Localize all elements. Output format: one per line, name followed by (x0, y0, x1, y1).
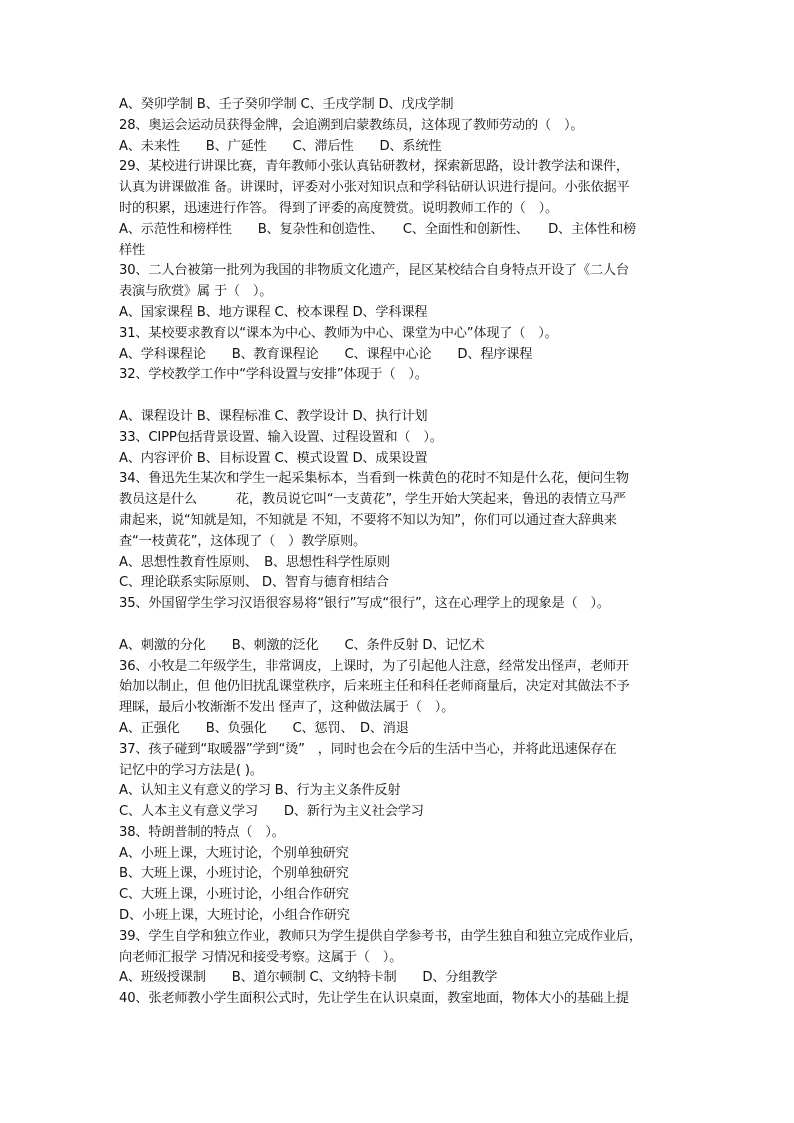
text-line: 32、学校教学工作中“学科设置与安排”体现于（ ）。 (119, 367, 428, 383)
text-line: A、思想性教育性原则、 B、思想性科学性原则 (119, 554, 390, 570)
text-line: 教员这是什么 花，教员说它叫“一支黄花”，学生开始大笑起来，鲁迅的表情立马严 (119, 492, 626, 508)
text-line: A、国家课程 B、地方课程 C、校本课程 D、学科课程 (119, 304, 428, 320)
text-line: A、示范性和榜样性 B、复杂性和创造性、 C、全面性和创新性、 D、主体性和榜 (119, 221, 636, 237)
text-line: C、理论联系实际原则、 D、智育与德育相结合 (119, 575, 389, 591)
text-line: 35、外国留学生学习汉语很容易将“银行”写成“很行”，这在心理学上的现象是（ ）。 (119, 596, 610, 612)
document-page (119, 95, 679, 1010)
text-line: C、大班上课，小班讨论，小组合作研究 (119, 887, 349, 903)
text-line: 向老师汇报学 习情况和接受考察。这属于（ ）。 (119, 949, 403, 965)
text-line: 始加以制止，但 他仍旧扰乱课堂秩序，后来班主任和科任老师商量后，决定对其做法不予 (119, 679, 630, 695)
text-line: 29、某校进行讲课比赛，青年教师小张认真钻研教材，探索新思路，设计教学法和课件， (119, 159, 629, 175)
text-line: A、认知主义有意义的学习 B、行为主义条件反射 (119, 783, 401, 799)
text-line: 40、张老师教小学生面积公式时，先让学生在认识桌面，教室地面，物体大小的基础上提 (119, 991, 629, 1007)
text-line: B、大班上课，小班讨论，个别单独研究 (119, 866, 349, 882)
text-line: 肃起来，说“知就是知，不知就是 不知，不要将不知以为知”，你们可以通过查大辞典来 (119, 512, 617, 528)
text-line: A、班级授课制 B、道尔顿制 C、文纳特卡制 D、分组教学 (119, 970, 498, 986)
text-line: 31、某校要求教育以“课本为中心、教师为中心、课堂为中心”体现了（ ）。 (119, 325, 558, 341)
blank-line (119, 386, 679, 407)
text-line: A、学科课程论 B、教育课程论 C、课程中心论 D、程序课程 (119, 346, 533, 362)
text-line: 查“一枝黄花”，这体现了（ ）教学原则。 (119, 533, 367, 549)
text-line: A、正强化 B、负强化 C、惩罚、 D、消退 (119, 720, 409, 736)
text-line: 37、孩子碰到“取暖器”学到“烫” ，同时也会在今后的生活中当心，并将此迅速保存在 (119, 741, 617, 757)
text-line: 理睬，最后小牧渐渐不发出 怪声了，这种做法属于（ ）。 (119, 700, 455, 716)
text-line: 记忆中的学习方法是( )。 (119, 762, 263, 778)
text-line: A、癸卯学制 B、壬子癸卯学制 C、壬戌学制 D、戊戌学制 (119, 97, 454, 112)
text-line: 认真为讲课做准 备。讲课时，评委对小张对知识点和学科钻研认识进行提问。小张依据平 (119, 180, 630, 196)
text-line: 33、CIPP包括背景设置、输入设置、过程设置和（ ）。 (119, 429, 443, 445)
text-line: 39、学生自学和独立作业，教师只为学生提供自学参考书，由学生独自和独立完成作业后， (119, 928, 642, 944)
text-line: A、小班上课，大班讨论，个别单独研究 (119, 845, 349, 861)
text-line: A、课程设计 B、课程标准 C、教学设计 D、执行计划 (119, 408, 428, 424)
blank-line (119, 615, 679, 636)
text-line: 表演与欣赏》属 于（ ）。 (119, 284, 273, 300)
text-line: 30、二人台被第一批列为我国的非物质文化遗产，昆区某校结合自身特点开设了《二人台 (119, 263, 629, 279)
text-line: C、人本主义有意义学习 D、新行为主义社会学习 (119, 804, 424, 820)
text-line: 样性 (119, 242, 145, 258)
text-line: A、刺激的分化 B、刺激的泛化 C、条件反射 D、记忆术 (119, 637, 485, 653)
text-line: 时的积累，迅速进行作答。 得到了评委的高度赞赏。说明教师工作的（ ）。 (119, 200, 558, 216)
text-line: 38、特朗普制的特点（ ）。 (119, 824, 285, 840)
text-line: D、小班上课，大班讨论，小组合作研究 (119, 908, 350, 924)
text-line: A、未来性 B、广延性 C、滞后性 D、系统性 (119, 138, 442, 154)
text-line: 28、奥运会运动员获得金牌，会追溯到启蒙教练员，这体现了教师劳动的（ ）。 (119, 117, 584, 133)
text-line: 36、小牧是二年级学生，非常调皮，上课时，为了引起他人注意，经常发出怪声，老师开 (119, 658, 629, 674)
text-line: A、内容评价 B、目标设置 C、模式设置 D、成果设置 (119, 450, 428, 466)
text-line: 34、鲁迅先生某次和学生一起采集标本，当看到一株黄色的花时不知是什么花，便问生物 (119, 471, 629, 487)
